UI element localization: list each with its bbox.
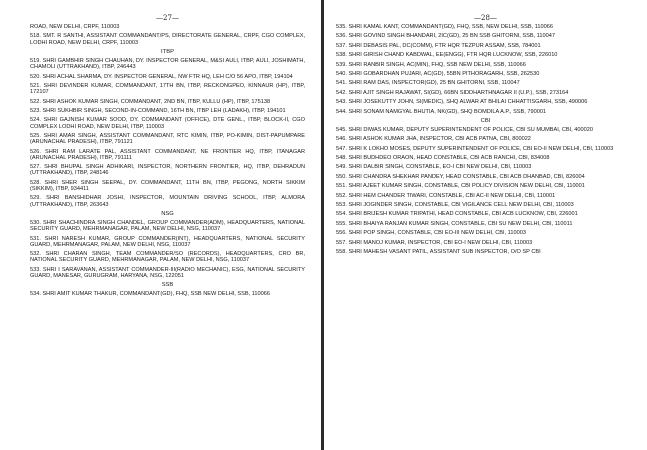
list-entry: 528. SHRI SHER SINGH SEEPAL, DY. COMMANDANT, 11TH BN, ITBP, PEGONG, NORTH SIKKIM (SIKKIM), ITBP, 934411 <box>30 179 305 192</box>
list-entry: 524. SHRI GAJNISH KUMAR SOOD, DY. COMMANDANT (OFFICE), DTE GENL., ITBP, BLOCK-II, CGO COMPLEX LODHI ROAD, NEW DELHI, ITBP, 110003 <box>30 117 305 130</box>
list-entry: 551. SHRI AJEET KUMAR SINGH, CONSTABLE, CBI POLICY DIVISION NEW DELHI, CBI, 110001 <box>336 183 585 190</box>
list-entry: 529. SHRI BANSHIDHAR JOSHI, INSPECTOR, MOUNTAIN DRIVING SCHOOL, ITBP, ALMORA (UTTRAKHAND), ITBP, 263643 <box>30 195 305 208</box>
list-entry: 550. SHRI CHANDRA SHEKHAR PANDEY, HEAD CONSTABLE, CBI ACB DHANBAD, CBI, 826004 <box>336 173 585 180</box>
section-heading: ITBP <box>161 48 174 55</box>
list-entry: 557. SHRI MANOJ KUMAR, INSPECTOR, CBI EO-I NEW DELHI, CBI, 110003 <box>336 239 533 246</box>
section-heading: NSG <box>161 210 174 217</box>
list-entry: 553. SHRI JOGINDER SINGH, CONSTABLE, CBI VIGILANCE CELL NEW DELHI, CBI, 110003 <box>336 202 574 209</box>
list-entry: 526. SHRI RAM LARATE PAL, ASSISTANT COMMANDANT, NE FRONTIER HQ, ITBP, ITANAGAR (ARUNACHAL PRADESH), ITBP, 791111 <box>30 148 305 161</box>
list-entry: 525. SHRI AMAR SINGH, ASSISTANT COMMANDANT, RTC KIMIN, ITBP, PO-KIMIN, DIST-PAPUMPARE (ARUNACHAL PRADESH), ITBP, 791121 <box>30 132 305 146</box>
list-entry: 520. SHRI ACHAL SHARMA, DY. INSPECTOR GENERAL, NW FTR HQ, LEH C/O 56 APO, ITBP, 194104 <box>30 73 293 80</box>
list-entry: 556. SHRI POP SINGH, CONSTABLE, CBI EO-III NEW DELHI, CBI, 110003 <box>336 230 526 237</box>
page-number: —28— <box>474 14 497 22</box>
list-entry: 533. SHRI I SARAVANAN, ASSISTANT COMMANDER-III(RADIO MECHANIC), ESG, NATIONAL SECURITY GUARD, MANESAR, GURUGRAM, HARYANA, NSG, 122051 <box>30 266 305 279</box>
list-entry: 519. SHRI GAMBHIR SINGH CHAUHAN, DY. INSPECTOR GENERAL, M&SI AULI, ITBP, AULI, JOSHIMATH, CHAMOLI (UTTRAKHAND), ITBP, 246443 <box>30 57 305 71</box>
page-gutter <box>321 0 324 450</box>
list-entry: 546. SHRI ASHOK KUMAR JHA, INSPECTOR, CBI ACB PATNA, CBI, 800022 <box>336 136 531 143</box>
list-entry: 544. SHRI SONAM NAMGYAL BHUTIA, NK(GD), SHQ BOMDILA A.P., SSB, 790001 <box>336 108 547 115</box>
list-entry: 532. SHRI CHARAN SINGH, TEAM COMMANDER/SO (RECORDS), HEADQUARTERS, CRO BR, NATIONAL SECURITY GUARD, MEHRMANAGAR, PALAM, NEW DELHI, NSG, 110037 <box>30 251 305 264</box>
list-entry: 543. SHRI JOSEKUTTY JOHN, SI(MEDIC), SHQ ALWAR AT BHILAI CHHATTISGARH, SSB, 490006 <box>336 99 588 106</box>
list-entry: 530. SHRI SHACHINDRA SINGH CHANDEL, GROUP COMMANDER(ADM), HEADQUARTERS, NATIONAL SECURITY GUARD, MEHRMANAGAR, PALAM, NEW DELHI, NSG, 110037 <box>30 219 305 233</box>
list-entry: 518. SMT. R SANTHI, ASSISTANT COMMANDANT/PS, DIRECTORATE GENERAL, CRPF, CGO COMPLEX, LODHI ROAD, NEW DELHI, CRPF, 110003 <box>30 33 305 46</box>
right-page <box>328 0 647 450</box>
list-entry: 535. SHRI KAMAL KANT, COMMANDANT(GD), FHQ, SSB, NEW DELHI, SSB, 110066 <box>336 24 553 30</box>
list-entry: 531. SHRI NARESH KUMAR, GROUP COMMANDER(INT), HEADQUARTERS, NATIONAL SECURITY GUARD, MEHRMANAGAR, PALAM, NEW DELHI, NSG, 110037 <box>30 235 305 248</box>
list-entry: ROAD, NEW DELHI, CRPF, 110003 <box>30 24 120 30</box>
list-entry: 547. SHRI K LOKHO MOSES, DEPUTY SUPERINTENDENT OF POLICE, CBI EO-II NEW DELHI, CBI, 110003 <box>336 145 614 152</box>
section-heading: CBI <box>480 117 491 124</box>
list-entry: 540. SHRI GOBARDHAN PUJARI, AC(GD), 55BN PITHORAGARH, SSB, 262530 <box>336 70 540 77</box>
section-heading: SSB <box>161 282 174 289</box>
list-entry: 537. SHRI DEBASIS PAL, DC(COMM), FTR HQR TEZPUR ASSAM, SSB, 784001 <box>336 42 541 49</box>
list-entry: 527. SHRI BHUPAL SINGH ADHIKARI, INSPECTOR, NORTHERN FRONTIER, HQ, ITBP, DEHRADUN (UTTRAKHAND), ITBP, 248146 <box>30 164 305 177</box>
list-entry: 536. SHRI GOVIND SINGH BHANDARI, 2IC(GD), 25 BN SSB GHITORNI, SSB, 110047 <box>336 33 555 40</box>
page-content <box>336 24 635 255</box>
list-entry: 523. SHRI SUKHBIR SINGH, SECOND-IN-COMMAND, 16TH BN, ITBP LEH (LADAKH), ITBP, 194101 <box>30 107 286 114</box>
left-page <box>0 0 319 450</box>
list-entry: 554. SHRI BRIJESH KUMAR TRIPATHI, HEAD CONSTABLE, CBI ACB LUCKNOW, CBI, 226001 <box>336 211 578 218</box>
page-content <box>30 24 305 297</box>
list-entry: 558. SHRI MAHESH VASANT PATIL, ASSISTANT SUB INSPECTOR, O/O SP CBI <box>336 248 541 255</box>
list-entry: 542. SHRI AJIT SINGH RAJAWAT, SI(GD), 66BN SIDDHARTHNAGAR II (U.P.), SSB, 273164 <box>336 89 569 96</box>
list-entry: 522. SHRI ASHOK KUMAR SINGH, COMMANDANT, 2ND BN, ITBP, KULLU (HP), ITBP, 175138 <box>30 98 271 105</box>
list-entry: 548. SHRI BUDHDEO ORAON, HEAD CONSTABLE, CBI ACB RANCHI, CBI, 834008 <box>336 155 550 162</box>
list-entry: 538. SHRI GIRISH CHAND KABDWAL, EE(ENGG), FTR HQR LUCKNOW, SSB, 226010 <box>336 52 558 59</box>
list-entry: 545. SHRI DIWAS KUMAR, DEPUTY SUPERINTENDENT OF POLICE, CBI SU MUMBAI, CBI, 400020 <box>336 126 593 133</box>
list-entry: 555. SHRI BHAIYA RANJAN KUMAR SINGH, CONSTABLE, CBI SU NEW DELHI, CBI, 110011 <box>336 220 573 227</box>
list-entry: 541. SHRI RAM DAS, INSPECTOR(GD), 25 BN GHITORNI, SSB, 110047 <box>336 80 520 87</box>
list-entry: 549. SHRI DALBIR SINGH, CONSTABLE, EO-I CBI NEW DELHI, CBI, 110003 <box>336 164 532 171</box>
list-entry: 534. SHRI AMIT KUMAR THAKUR, COMMANDANT(GD), FHQ, SSB NEW DELHI, SSB, 110066 <box>30 291 270 298</box>
list-entry: 521. SHRI DEVINDER KUMAR, COMMANDANT, 17TH BN, ITBP, RECKONGPEO, KINNAUR (HP), ITBP, 172107 <box>30 82 305 96</box>
page-number: —27— <box>156 14 179 22</box>
list-entry: 552. SHRI HEM CHANDER TIWARI, CONSTABLE, CBI AC-II NEW DELHI, CBI, 110001 <box>336 192 556 199</box>
list-entry: 539. SHRI RANBIR SINGH, AC(MIN), FHQ, SSB NEW DELHI, SSB, 110066 <box>336 61 526 68</box>
